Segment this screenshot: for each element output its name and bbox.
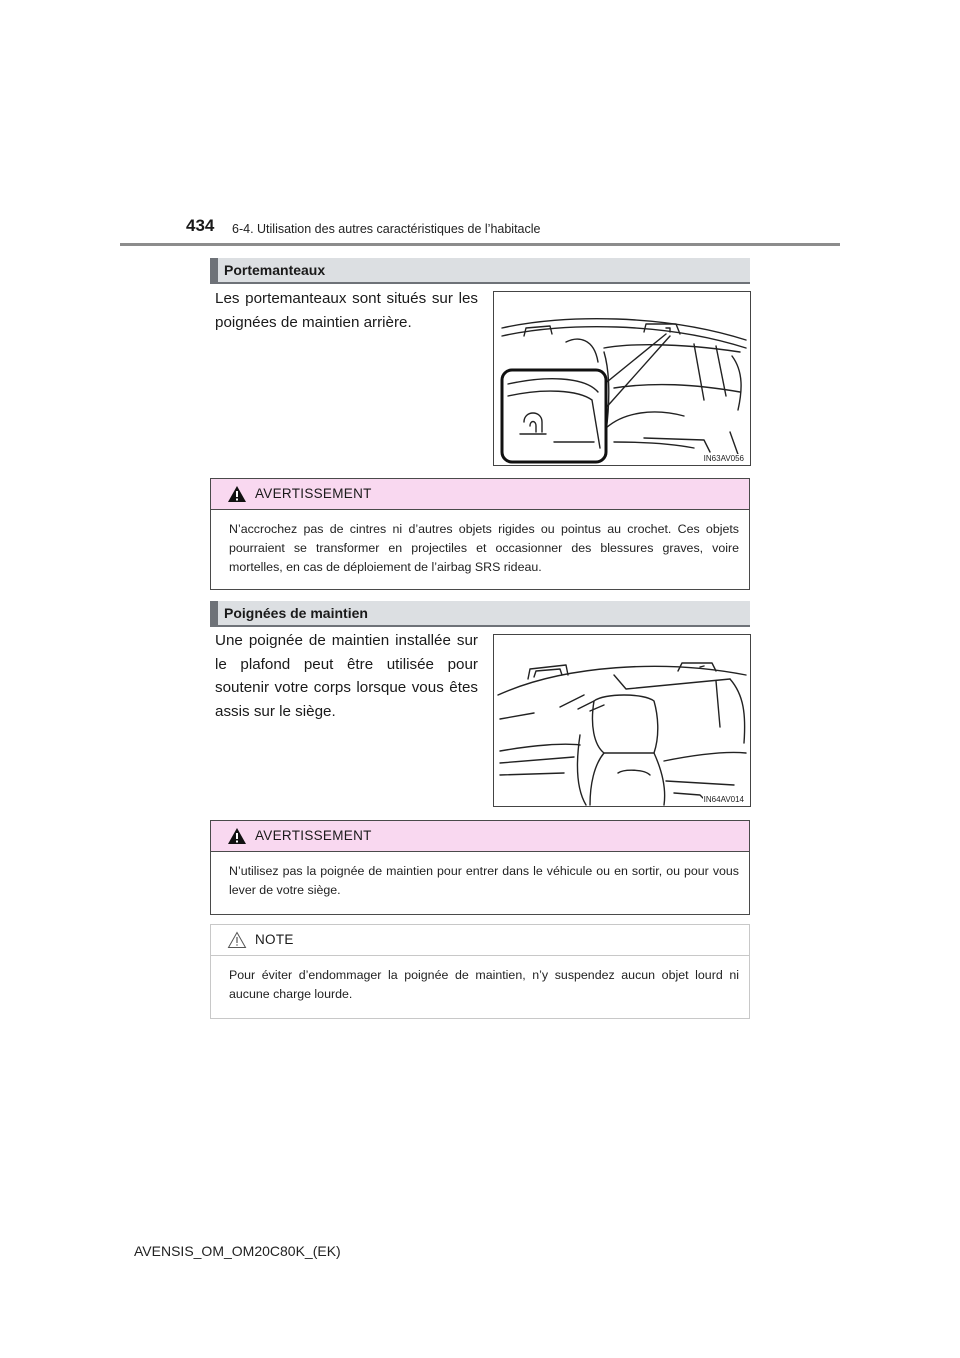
document-code: AVENSIS_OM_OM20C80K_(EK) — [134, 1243, 341, 1259]
heading-underline — [210, 282, 750, 284]
warning-text: N’utilisez pas la poignée de maintien pour entrer dans le véhicule ou en sortir, ou pour vous lever de votre siège. — [229, 864, 739, 897]
poignees-description: Une poignée de maintien installée sur le plafond peut être utilisée pour soutenir votre corps lorsque vous êtes assis sur le siège. — [215, 632, 478, 720]
portemanteaux-description: Les portemanteaux sont situés sur les poignées de maintien arrière. — [215, 290, 478, 331]
section-heading-poignees — [210, 601, 750, 625]
caution-outline-icon — [227, 931, 247, 949]
warning-header — [211, 479, 749, 510]
heading-underline — [210, 625, 750, 627]
note-header — [211, 925, 749, 956]
coat-hook-drawing — [494, 292, 750, 465]
assist-grip-illustration — [493, 634, 751, 807]
coat-hook-illustration — [493, 291, 751, 466]
warning-title: AVERTISSEMENT — [255, 828, 372, 843]
assist-grip-drawing — [494, 635, 750, 806]
warning-text: N’accrochez pas de cintres ni d’autres objets rigides ou pointus au crochet. Ces objets pourraient se transformer en projectiles et occasionner des blessures graves, voire mortelles, en cas de déploiement de l’airbag SRS rideau. — [229, 522, 739, 574]
figure-code: IN64AV014 — [703, 795, 744, 804]
warning-box-hooks — [210, 478, 750, 590]
note-box — [210, 924, 750, 1019]
warning-title: AVERTISSEMENT — [255, 486, 372, 501]
figure-code: IN63AV056 — [703, 454, 744, 463]
warning-triangle-icon — [227, 827, 247, 845]
running-header: 6-4. Utilisation des autres caractéristiques de l’habitacle — [232, 222, 541, 236]
heading-accent-bar — [210, 601, 218, 625]
warning-box-grip — [210, 820, 750, 915]
page-number: 434 — [186, 216, 215, 235]
section-heading-text: Poignées de maintien — [224, 605, 368, 621]
header-divider — [120, 243, 840, 246]
warning-header — [211, 821, 749, 852]
heading-accent-bar — [210, 258, 218, 282]
section-heading-text: Portemanteaux — [224, 262, 326, 278]
note-text: Pour éviter d’endommager la poignée de maintien, n’y suspendez aucun objet lourd ni aucune charge lourde. — [229, 968, 739, 1001]
section-heading-portemanteaux — [210, 258, 750, 282]
warning-triangle-icon — [227, 485, 247, 503]
note-title: NOTE — [255, 932, 294, 947]
